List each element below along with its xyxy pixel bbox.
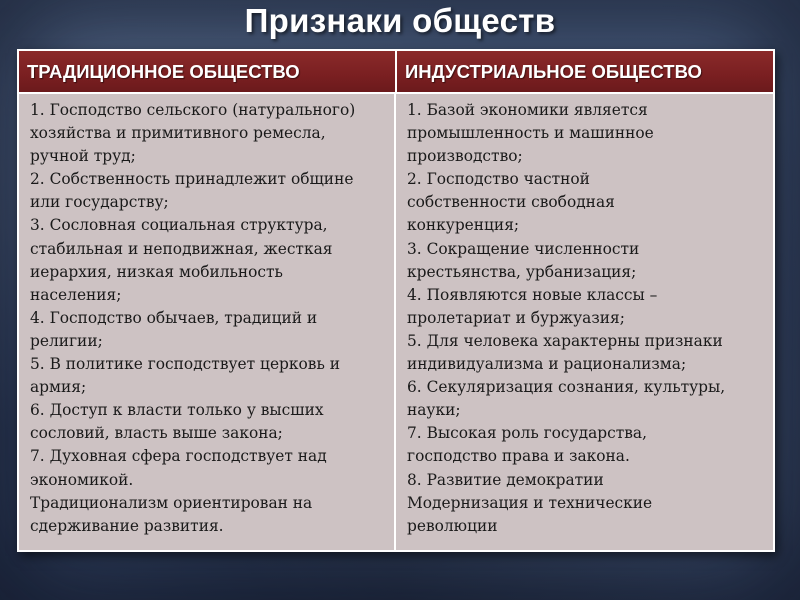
feature-line: крестьянства, урбанизация;: [407, 262, 637, 281]
feature-line: науки;: [407, 401, 461, 420]
feature-line: сдерживание развития.: [30, 516, 224, 535]
table-header-row: [19, 51, 773, 94]
feature-line: 2. Господство частной: [407, 170, 590, 189]
feature-line: Традиционализм ориентирован на: [30, 493, 313, 512]
feature-line: индивидуализма и рационализма;: [407, 355, 687, 374]
feature-line: армия;: [30, 378, 87, 397]
feature-line: 6. Секуляризация сознания, культуры,: [407, 378, 726, 397]
feature-line: 3. Сословная социальная структура,: [30, 216, 328, 235]
feature-line: конкуренция;: [407, 216, 520, 235]
feature-line: 7. Духовная сфера господствует над: [30, 447, 327, 466]
feature-line: господство права и закона.: [407, 447, 630, 466]
feature-line: 7. Высокая роль государства,: [407, 424, 647, 443]
header-traditional-society: ТРАДИЦИОННОЕ ОБЩЕСТВО: [19, 51, 397, 92]
feature-line: 8. Развитие демократии: [407, 470, 604, 489]
feature-line: экономикой.: [30, 470, 134, 489]
feature-line: 3. Сокращение численности: [407, 239, 640, 258]
feature-line: 1. Базой экономики является: [407, 101, 648, 119]
feature-line: хозяйства и примитивного ремесла,: [30, 124, 326, 143]
feature-line: 5. В политике господствует церковь и: [30, 355, 340, 374]
feature-line: собственности свободная: [407, 193, 615, 212]
table-body-row: [19, 94, 773, 550]
page-title: Признаки обществ: [244, 2, 556, 39]
feature-line: стабильная и неподвижная, жесткая: [30, 239, 333, 258]
traditional-society-features: [19, 94, 396, 550]
feature-line: ручной труд;: [30, 147, 136, 166]
industrial-society-features: [396, 94, 773, 550]
feature-line: производство;: [407, 147, 523, 166]
feature-line: промышленность и машинное: [407, 124, 654, 143]
comparison-table: [17, 49, 775, 552]
feature-line: населения;: [30, 285, 122, 304]
feature-line: 4. Господство обычаев, традиций и: [30, 308, 318, 327]
header-industrial-society: ИНДУСТРИАЛЬНОЕ ОБЩЕСТВО: [405, 60, 702, 82]
feature-line: революции: [407, 516, 498, 535]
feature-line: пролетариат и буржуазия;: [407, 308, 625, 327]
feature-line: 4. Появляются новые классы –: [407, 285, 658, 304]
feature-line: иерархия, низкая мобильность: [30, 262, 283, 281]
feature-line: религии;: [30, 331, 103, 350]
feature-line: 1. Господство сельского (натурального): [30, 101, 356, 119]
feature-line: 5. Для человека характерны признаки: [407, 331, 723, 350]
feature-line: или государству;: [30, 193, 169, 212]
feature-line: сословий, власть выше закона;: [30, 424, 283, 443]
feature-line: 2. Собственность принадлежит общине: [30, 170, 354, 189]
feature-line: Модернизация и технические: [407, 493, 653, 512]
feature-line: 6. Доступ к власти только у высших: [30, 401, 324, 420]
